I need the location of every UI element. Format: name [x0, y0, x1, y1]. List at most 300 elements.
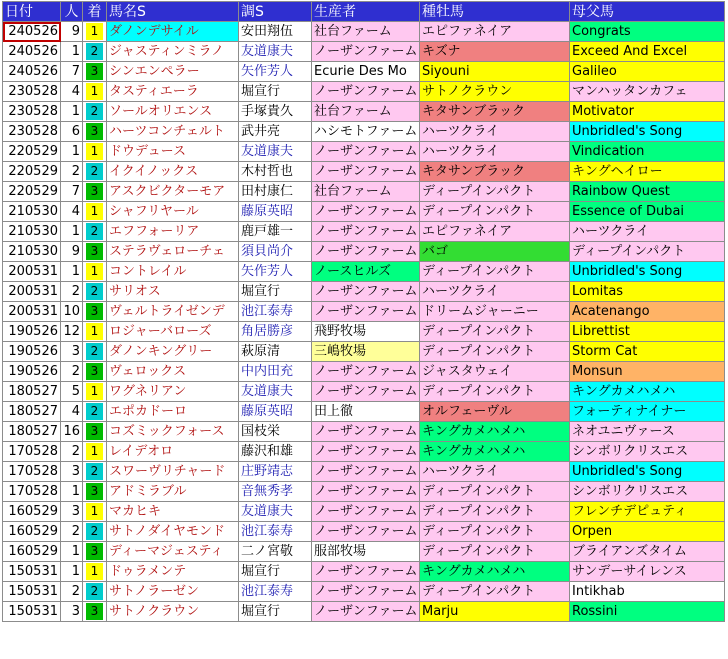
table-row [3, 82, 725, 102]
popularity-cell[interactable]: 2 [61, 442, 83, 462]
popularity-cell[interactable]: 9 [61, 242, 83, 262]
popularity-cell[interactable]: 1 [61, 482, 83, 502]
broodmare-sire-cell[interactable]: Lomitas [570, 282, 725, 302]
trainer-cell[interactable]: 池江泰寿 [239, 582, 312, 602]
horse-name-cell[interactable]: シャフリヤール [107, 202, 239, 222]
date-cell[interactable]: 180527 [3, 422, 61, 442]
table-row [3, 322, 725, 342]
header-breeder[interactable]: 生産者 [312, 2, 420, 22]
popularity-cell[interactable]: 1 [61, 542, 83, 562]
broodmare-sire-cell[interactable]: Storm Cat [570, 342, 725, 362]
breeder-cell[interactable]: ノーザンファーム [312, 282, 420, 302]
breeder-cell[interactable]: 三嶋牧場 [312, 342, 420, 362]
horse-name-cell[interactable]: ジャスティンミラノ [107, 42, 239, 62]
broodmare-sire-cell[interactable]: キングヘイロー [570, 162, 725, 182]
trainer-cell[interactable]: 藤沢和雄 [239, 442, 312, 462]
table-row [3, 282, 725, 302]
horse-name-cell[interactable]: シンエンペラー [107, 62, 239, 82]
popularity-cell[interactable]: 1 [61, 42, 83, 62]
header-place[interactable]: 着 [83, 2, 107, 22]
header-broodmare-sire[interactable]: 母父馬 [570, 2, 725, 22]
place-cell[interactable] [83, 382, 107, 402]
date-cell[interactable]: 190526 [3, 362, 61, 382]
trainer-cell[interactable]: 木村哲也 [239, 162, 312, 182]
popularity-cell[interactable]: 16 [61, 422, 83, 442]
date-cell[interactable]: 170528 [3, 462, 61, 482]
breeder-cell[interactable]: 社台ファーム [312, 22, 420, 42]
popularity-cell[interactable]: 10 [61, 302, 83, 322]
header-row [3, 2, 725, 22]
place-badge: 2 [86, 343, 103, 360]
place-badge: 3 [86, 363, 103, 380]
date-cell[interactable]: 180527 [3, 402, 61, 422]
date-cell[interactable]: 160529 [3, 502, 61, 522]
broodmare-sire-cell[interactable]: Congrats [570, 22, 725, 42]
place-badge: 3 [86, 123, 103, 140]
breeder-cell[interactable]: 服部牧場 [312, 542, 420, 562]
trainer-cell[interactable]: 友道康夫 [239, 142, 312, 162]
sire-cell[interactable]: サトノクラウン [420, 82, 570, 102]
place-badge: 2 [86, 523, 103, 540]
popularity-cell[interactable]: 6 [61, 122, 83, 142]
breeder-cell[interactable]: ノーザンファーム [312, 602, 420, 622]
breeder-cell[interactable]: ノーザンファーム [312, 362, 420, 382]
breeder-cell[interactable]: ノーザンファーム [312, 162, 420, 182]
popularity-cell[interactable]: 12 [61, 322, 83, 342]
breeder-cell[interactable]: ノースヒルズ [312, 262, 420, 282]
trainer-cell[interactable]: 田村康仁 [239, 182, 312, 202]
table-row [3, 422, 725, 442]
sire-cell[interactable]: エピファネイア [420, 222, 570, 242]
sire-cell[interactable]: Siyouni [420, 62, 570, 82]
horse-name-cell[interactable]: ドゥラメンテ [107, 562, 239, 582]
place-badge: 3 [86, 183, 103, 200]
place-cell[interactable] [83, 542, 107, 562]
breeder-cell[interactable]: ノーザンファーム [312, 582, 420, 602]
sire-cell[interactable]: Marju [420, 602, 570, 622]
place-cell[interactable] [83, 602, 107, 622]
place-badge: 1 [86, 203, 103, 220]
date-cell[interactable]: 150531 [3, 562, 61, 582]
trainer-cell[interactable]: 鹿戸雄一 [239, 222, 312, 242]
horse-name-cell[interactable]: アドミラブル [107, 482, 239, 502]
broodmare-sire-cell[interactable]: Monsun [570, 362, 725, 382]
trainer-cell[interactable]: 武井亮 [239, 122, 312, 142]
sire-cell[interactable]: キタサンブラック [420, 162, 570, 182]
table-row [3, 602, 725, 622]
broodmare-sire-cell[interactable]: Intikhab [570, 582, 725, 602]
date-cell[interactable]: 240526 [3, 22, 61, 42]
breeder-cell[interactable]: ハシモトファーム [312, 122, 420, 142]
table-row [3, 242, 725, 262]
breeder-cell[interactable]: ノーザンファーム [312, 302, 420, 322]
horse-name-cell[interactable]: ステラヴェローチェ [107, 242, 239, 262]
sire-cell[interactable]: ディープインパクト [420, 522, 570, 542]
date-cell[interactable]: 170528 [3, 482, 61, 502]
popularity-cell[interactable]: 3 [61, 502, 83, 522]
popularity-cell[interactable]: 2 [61, 362, 83, 382]
breeder-cell[interactable]: ノーザンファーム [312, 142, 420, 162]
popularity-cell[interactable]: 3 [61, 342, 83, 362]
breeder-cell[interactable]: ノーザンファーム [312, 382, 420, 402]
trainer-cell[interactable]: 池江泰寿 [239, 522, 312, 542]
header-date[interactable]: 日付 [3, 2, 61, 22]
sire-cell[interactable]: ディープインパクト [420, 542, 570, 562]
date-cell[interactable]: 230528 [3, 82, 61, 102]
horse-name-cell[interactable]: エポカドーロ [107, 402, 239, 422]
trainer-cell[interactable]: 萩原清 [239, 342, 312, 362]
date-cell[interactable]: 200531 [3, 302, 61, 322]
place-badge: 1 [86, 83, 103, 100]
table-row [3, 142, 725, 162]
header-popularity[interactable]: 人 [61, 2, 83, 22]
sire-cell[interactable]: ディープインパクト [420, 582, 570, 602]
broodmare-sire-cell[interactable]: Galileo [570, 62, 725, 82]
place-cell[interactable] [83, 162, 107, 182]
broodmare-sire-cell[interactable]: ブライアンズタイム [570, 542, 725, 562]
place-cell[interactable] [83, 122, 107, 142]
broodmare-sire-cell[interactable]: Vindication [570, 142, 725, 162]
date-cell[interactable]: 210530 [3, 242, 61, 262]
breeder-cell[interactable]: ノーザンファーム [312, 422, 420, 442]
date-cell[interactable]: 160529 [3, 522, 61, 542]
table-row [3, 222, 725, 242]
date-cell[interactable]: 220529 [3, 142, 61, 162]
date-cell[interactable]: 190526 [3, 342, 61, 362]
breeder-cell[interactable]: ノーザンファーム [312, 502, 420, 522]
trainer-cell[interactable]: 友道康夫 [239, 42, 312, 62]
horse-name-cell[interactable]: アスクビクターモア [107, 182, 239, 202]
broodmare-sire-cell[interactable]: Acatenango [570, 302, 725, 322]
place-cell[interactable] [83, 82, 107, 102]
place-cell[interactable] [83, 42, 107, 62]
broodmare-sire-cell[interactable]: マンハッタンカフェ [570, 82, 725, 102]
sire-cell[interactable]: ディープインパクト [420, 202, 570, 222]
breeder-cell[interactable]: ノーザンファーム [312, 202, 420, 222]
trainer-cell[interactable]: 須貝尚介 [239, 242, 312, 262]
popularity-cell[interactable]: 3 [61, 602, 83, 622]
horse-name-cell[interactable]: ディーマジェスティ [107, 542, 239, 562]
horse-name-cell[interactable]: ソールオリエンス [107, 102, 239, 122]
trainer-cell[interactable]: 池江泰寿 [239, 302, 312, 322]
popularity-cell[interactable]: 9 [61, 22, 83, 42]
table-row [3, 542, 725, 562]
trainer-cell[interactable]: 手塚貴久 [239, 102, 312, 122]
horse-name-cell[interactable]: コズミックフォース [107, 422, 239, 442]
date-cell[interactable]: 170528 [3, 442, 61, 462]
table-row [3, 442, 725, 462]
broodmare-sire-cell[interactable]: Rainbow Quest [570, 182, 725, 202]
popularity-cell[interactable]: 2 [61, 282, 83, 302]
trainer-cell[interactable]: 矢作芳人 [239, 262, 312, 282]
trainer-cell[interactable]: 藤原英昭 [239, 402, 312, 422]
place-cell[interactable] [83, 262, 107, 282]
popularity-cell[interactable]: 4 [61, 202, 83, 222]
breeder-cell[interactable]: 田上徹 [312, 402, 420, 422]
place-cell[interactable] [83, 522, 107, 542]
place-badge: 2 [86, 163, 103, 180]
date-cell[interactable]: 180527 [3, 382, 61, 402]
horse-name-cell[interactable]: スワーヴリチャード [107, 462, 239, 482]
place-badge: 1 [86, 263, 103, 280]
horse-name-cell[interactable]: コントレイル [107, 262, 239, 282]
sire-cell[interactable]: ジャスタウェイ [420, 362, 570, 382]
place-cell[interactable] [83, 442, 107, 462]
place-cell[interactable] [83, 302, 107, 322]
trainer-cell[interactable]: 藤原英昭 [239, 202, 312, 222]
trainer-cell[interactable]: 音無秀孝 [239, 482, 312, 502]
horse-name-cell[interactable]: サトノダイヤモンド [107, 522, 239, 542]
place-cell[interactable] [83, 402, 107, 422]
date-cell[interactable]: 150531 [3, 582, 61, 602]
date-cell[interactable]: 210530 [3, 222, 61, 242]
broodmare-sire-cell[interactable]: Exceed And Excel [570, 42, 725, 62]
table-row [3, 42, 725, 62]
breeder-cell[interactable]: ノーザンファーム [312, 522, 420, 542]
sire-cell[interactable]: ハーツクライ [420, 462, 570, 482]
table-row [3, 382, 725, 402]
place-badge: 3 [86, 483, 103, 500]
place-cell[interactable] [83, 242, 107, 262]
breeder-cell[interactable]: ノーザンファーム [312, 442, 420, 462]
table-row [3, 522, 725, 542]
place-cell[interactable] [83, 582, 107, 602]
table-row [3, 562, 725, 582]
place-cell[interactable] [83, 182, 107, 202]
broodmare-sire-cell[interactable]: ディープインパクト [570, 242, 725, 262]
trainer-cell[interactable]: 友道康夫 [239, 502, 312, 522]
sire-cell[interactable]: ドリームジャーニー [420, 302, 570, 322]
popularity-cell[interactable]: 2 [61, 162, 83, 182]
trainer-cell[interactable]: 庄野靖志 [239, 462, 312, 482]
table-row [3, 362, 725, 382]
place-cell[interactable] [83, 342, 107, 362]
broodmare-sire-cell[interactable]: Motivator [570, 102, 725, 122]
breeder-cell[interactable]: ノーザンファーム [312, 482, 420, 502]
horse-name-cell[interactable]: エフフォーリア [107, 222, 239, 242]
popularity-cell[interactable]: 1 [61, 222, 83, 242]
broodmare-sire-cell[interactable]: フレンチデピュティ [570, 502, 725, 522]
breeder-cell[interactable]: Ecurie Des Mo [312, 62, 420, 82]
date-cell[interactable]: 200531 [3, 282, 61, 302]
table-row [3, 502, 725, 522]
date-cell[interactable]: 230528 [3, 102, 61, 122]
date-cell[interactable]: 210530 [3, 202, 61, 222]
place-cell[interactable] [83, 142, 107, 162]
date-cell[interactable]: 240526 [3, 62, 61, 82]
sire-cell[interactable]: ディープインパクト [420, 182, 570, 202]
place-cell[interactable] [83, 202, 107, 222]
table-row [3, 62, 725, 82]
table-row [3, 582, 725, 602]
broodmare-sire-cell[interactable]: Unbridled's Song [570, 462, 725, 482]
broodmare-sire-cell[interactable]: キングカメハメハ [570, 382, 725, 402]
place-badge: 1 [86, 323, 103, 340]
horse-name-cell[interactable]: タスティエーラ [107, 82, 239, 102]
horse-name-cell[interactable]: イクイノックス [107, 162, 239, 182]
broodmare-sire-cell[interactable]: ハーツクライ [570, 222, 725, 242]
table-row [3, 462, 725, 482]
broodmare-sire-cell[interactable]: シンボリクリスエス [570, 442, 725, 462]
sire-cell[interactable]: ディープインパクト [420, 262, 570, 282]
sire-cell[interactable]: ハーツクライ [420, 142, 570, 162]
place-cell[interactable] [83, 422, 107, 442]
trainer-cell[interactable]: 角居勝彦 [239, 322, 312, 342]
place-badge: 3 [86, 603, 103, 620]
trainer-cell[interactable]: 矢作芳人 [239, 62, 312, 82]
sire-cell[interactable]: キズナ [420, 42, 570, 62]
horse-name-cell[interactable]: サトノクラウン [107, 602, 239, 622]
broodmare-sire-cell[interactable]: シンボリクリスエス [570, 482, 725, 502]
date-cell[interactable]: 200531 [3, 262, 61, 282]
broodmare-sire-cell[interactable]: Librettist [570, 322, 725, 342]
popularity-cell[interactable]: 7 [61, 62, 83, 82]
place-badge: 2 [86, 583, 103, 600]
broodmare-sire-cell[interactable]: Unbridled's Song [570, 262, 725, 282]
trainer-cell[interactable]: 国枝栄 [239, 422, 312, 442]
place-cell[interactable] [83, 22, 107, 42]
place-badge: 2 [86, 463, 103, 480]
horse-name-cell[interactable]: ワグネリアン [107, 382, 239, 402]
place-cell[interactable] [83, 482, 107, 502]
popularity-cell[interactable]: 3 [61, 462, 83, 482]
broodmare-sire-cell[interactable]: フォーティナイナー [570, 402, 725, 422]
date-cell[interactable]: 190526 [3, 322, 61, 342]
popularity-cell[interactable]: 7 [61, 182, 83, 202]
sire-cell[interactable]: キングカメハメハ [420, 422, 570, 442]
header-sire[interactable]: 種牡馬 [420, 2, 570, 22]
table-row [3, 162, 725, 182]
breeder-cell[interactable]: 社台ファーム [312, 102, 420, 122]
place-badge: 1 [86, 23, 103, 40]
horse-name-cell[interactable]: サトノラーゼン [107, 582, 239, 602]
sire-cell[interactable]: ディープインパクト [420, 382, 570, 402]
sire-cell[interactable]: ハーツクライ [420, 122, 570, 142]
horse-name-cell[interactable]: ヴェルトライゼンデ [107, 302, 239, 322]
sire-cell[interactable]: キングカメハメハ [420, 442, 570, 462]
popularity-cell[interactable]: 1 [61, 562, 83, 582]
place-cell[interactable] [83, 282, 107, 302]
sire-cell[interactable]: オルフェーヴル [420, 402, 570, 422]
sire-cell[interactable]: バゴ [420, 242, 570, 262]
trainer-cell[interactable]: 堀宣行 [239, 282, 312, 302]
sire-cell[interactable]: ディープインパクト [420, 342, 570, 362]
sire-cell[interactable]: ハーツクライ [420, 282, 570, 302]
popularity-cell[interactable]: 5 [61, 382, 83, 402]
place-cell[interactable] [83, 102, 107, 122]
horse-name-cell[interactable]: ハーツコンチェルト [107, 122, 239, 142]
table-row [3, 402, 725, 422]
date-cell[interactable]: 220529 [3, 182, 61, 202]
place-badge: 1 [86, 143, 103, 160]
horse-name-cell[interactable]: ダノンキングリー [107, 342, 239, 362]
place-cell[interactable] [83, 362, 107, 382]
table-row [3, 122, 725, 142]
table-row [3, 182, 725, 202]
table-row [3, 482, 725, 502]
place-badge: 1 [86, 383, 103, 400]
horse-name-cell[interactable]: ヴェロックス [107, 362, 239, 382]
place-badge: 3 [86, 543, 103, 560]
date-cell[interactable]: 230528 [3, 122, 61, 142]
table-body [3, 22, 725, 622]
popularity-cell[interactable]: 2 [61, 522, 83, 542]
header-horse[interactable]: 馬名S [107, 2, 239, 22]
broodmare-sire-cell[interactable]: Essence of Dubai [570, 202, 725, 222]
place-badge: 2 [86, 103, 103, 120]
broodmare-sire-cell[interactable]: サンデーサイレンス [570, 562, 725, 582]
trainer-cell[interactable]: 中内田充 [239, 362, 312, 382]
sire-cell[interactable]: ディープインパクト [420, 482, 570, 502]
broodmare-sire-cell[interactable]: Unbridled's Song [570, 122, 725, 142]
popularity-cell[interactable]: 1 [61, 262, 83, 282]
breeder-cell[interactable]: ノーザンファーム [312, 222, 420, 242]
trainer-cell[interactable]: 堀宣行 [239, 602, 312, 622]
date-cell[interactable]: 150531 [3, 602, 61, 622]
broodmare-sire-cell[interactable]: Orpen [570, 522, 725, 542]
race-results-table [2, 1, 725, 622]
trainer-cell[interactable]: 友道康夫 [239, 382, 312, 402]
breeder-cell[interactable]: ノーザンファーム [312, 82, 420, 102]
place-cell[interactable] [83, 502, 107, 522]
breeder-cell[interactable]: ノーザンファーム [312, 562, 420, 582]
place-badge: 2 [86, 223, 103, 240]
breeder-cell[interactable]: ノーザンファーム [312, 462, 420, 482]
horse-name-cell[interactable]: マカヒキ [107, 502, 239, 522]
place-badge: 3 [86, 243, 103, 260]
sire-cell[interactable]: エピファネイア [420, 22, 570, 42]
table-row [3, 342, 725, 362]
sire-cell[interactable]: ディープインパクト [420, 322, 570, 342]
date-cell[interactable]: 220529 [3, 162, 61, 182]
place-cell[interactable] [83, 322, 107, 342]
breeder-cell[interactable]: ノーザンファーム [312, 242, 420, 262]
place-cell[interactable] [83, 62, 107, 82]
table-row [3, 22, 725, 42]
place-badge: 3 [86, 63, 103, 80]
trainer-cell[interactable]: 安田翔伍 [239, 22, 312, 42]
horse-name-cell[interactable]: レイデオロ [107, 442, 239, 462]
broodmare-sire-cell[interactable]: Rossini [570, 602, 725, 622]
breeder-cell[interactable]: 飛野牧場 [312, 322, 420, 342]
broodmare-sire-cell[interactable]: ネオユニヴァース [570, 422, 725, 442]
horse-name-cell[interactable]: ドウデュース [107, 142, 239, 162]
trainer-cell[interactable]: 堀宣行 [239, 82, 312, 102]
date-cell[interactable]: 160529 [3, 542, 61, 562]
breeder-cell[interactable]: ノーザンファーム [312, 42, 420, 62]
horse-name-cell[interactable]: サリオス [107, 282, 239, 302]
popularity-cell[interactable]: 4 [61, 402, 83, 422]
date-cell[interactable]: 240526 [3, 42, 61, 62]
trainer-cell[interactable]: 二ノ宮敬 [239, 542, 312, 562]
breeder-cell[interactable]: 社台ファーム [312, 182, 420, 202]
sire-cell[interactable]: キングカメハメハ [420, 562, 570, 582]
horse-name-cell[interactable]: ダノンデサイル [107, 22, 239, 42]
place-badge: 3 [86, 423, 103, 440]
place-cell[interactable] [83, 462, 107, 482]
trainer-cell[interactable]: 堀宣行 [239, 562, 312, 582]
header-trainer[interactable]: 調S [239, 2, 312, 22]
sire-cell[interactable]: ディープインパクト [420, 502, 570, 522]
popularity-cell[interactable]: 4 [61, 82, 83, 102]
sire-cell[interactable]: キタサンブラック [420, 102, 570, 122]
popularity-cell[interactable]: 1 [61, 142, 83, 162]
popularity-cell[interactable]: 1 [61, 102, 83, 122]
horse-name-cell[interactable]: ロジャーバローズ [107, 322, 239, 342]
popularity-cell[interactable]: 2 [61, 582, 83, 602]
place-cell[interactable] [83, 222, 107, 242]
place-cell[interactable] [83, 562, 107, 582]
